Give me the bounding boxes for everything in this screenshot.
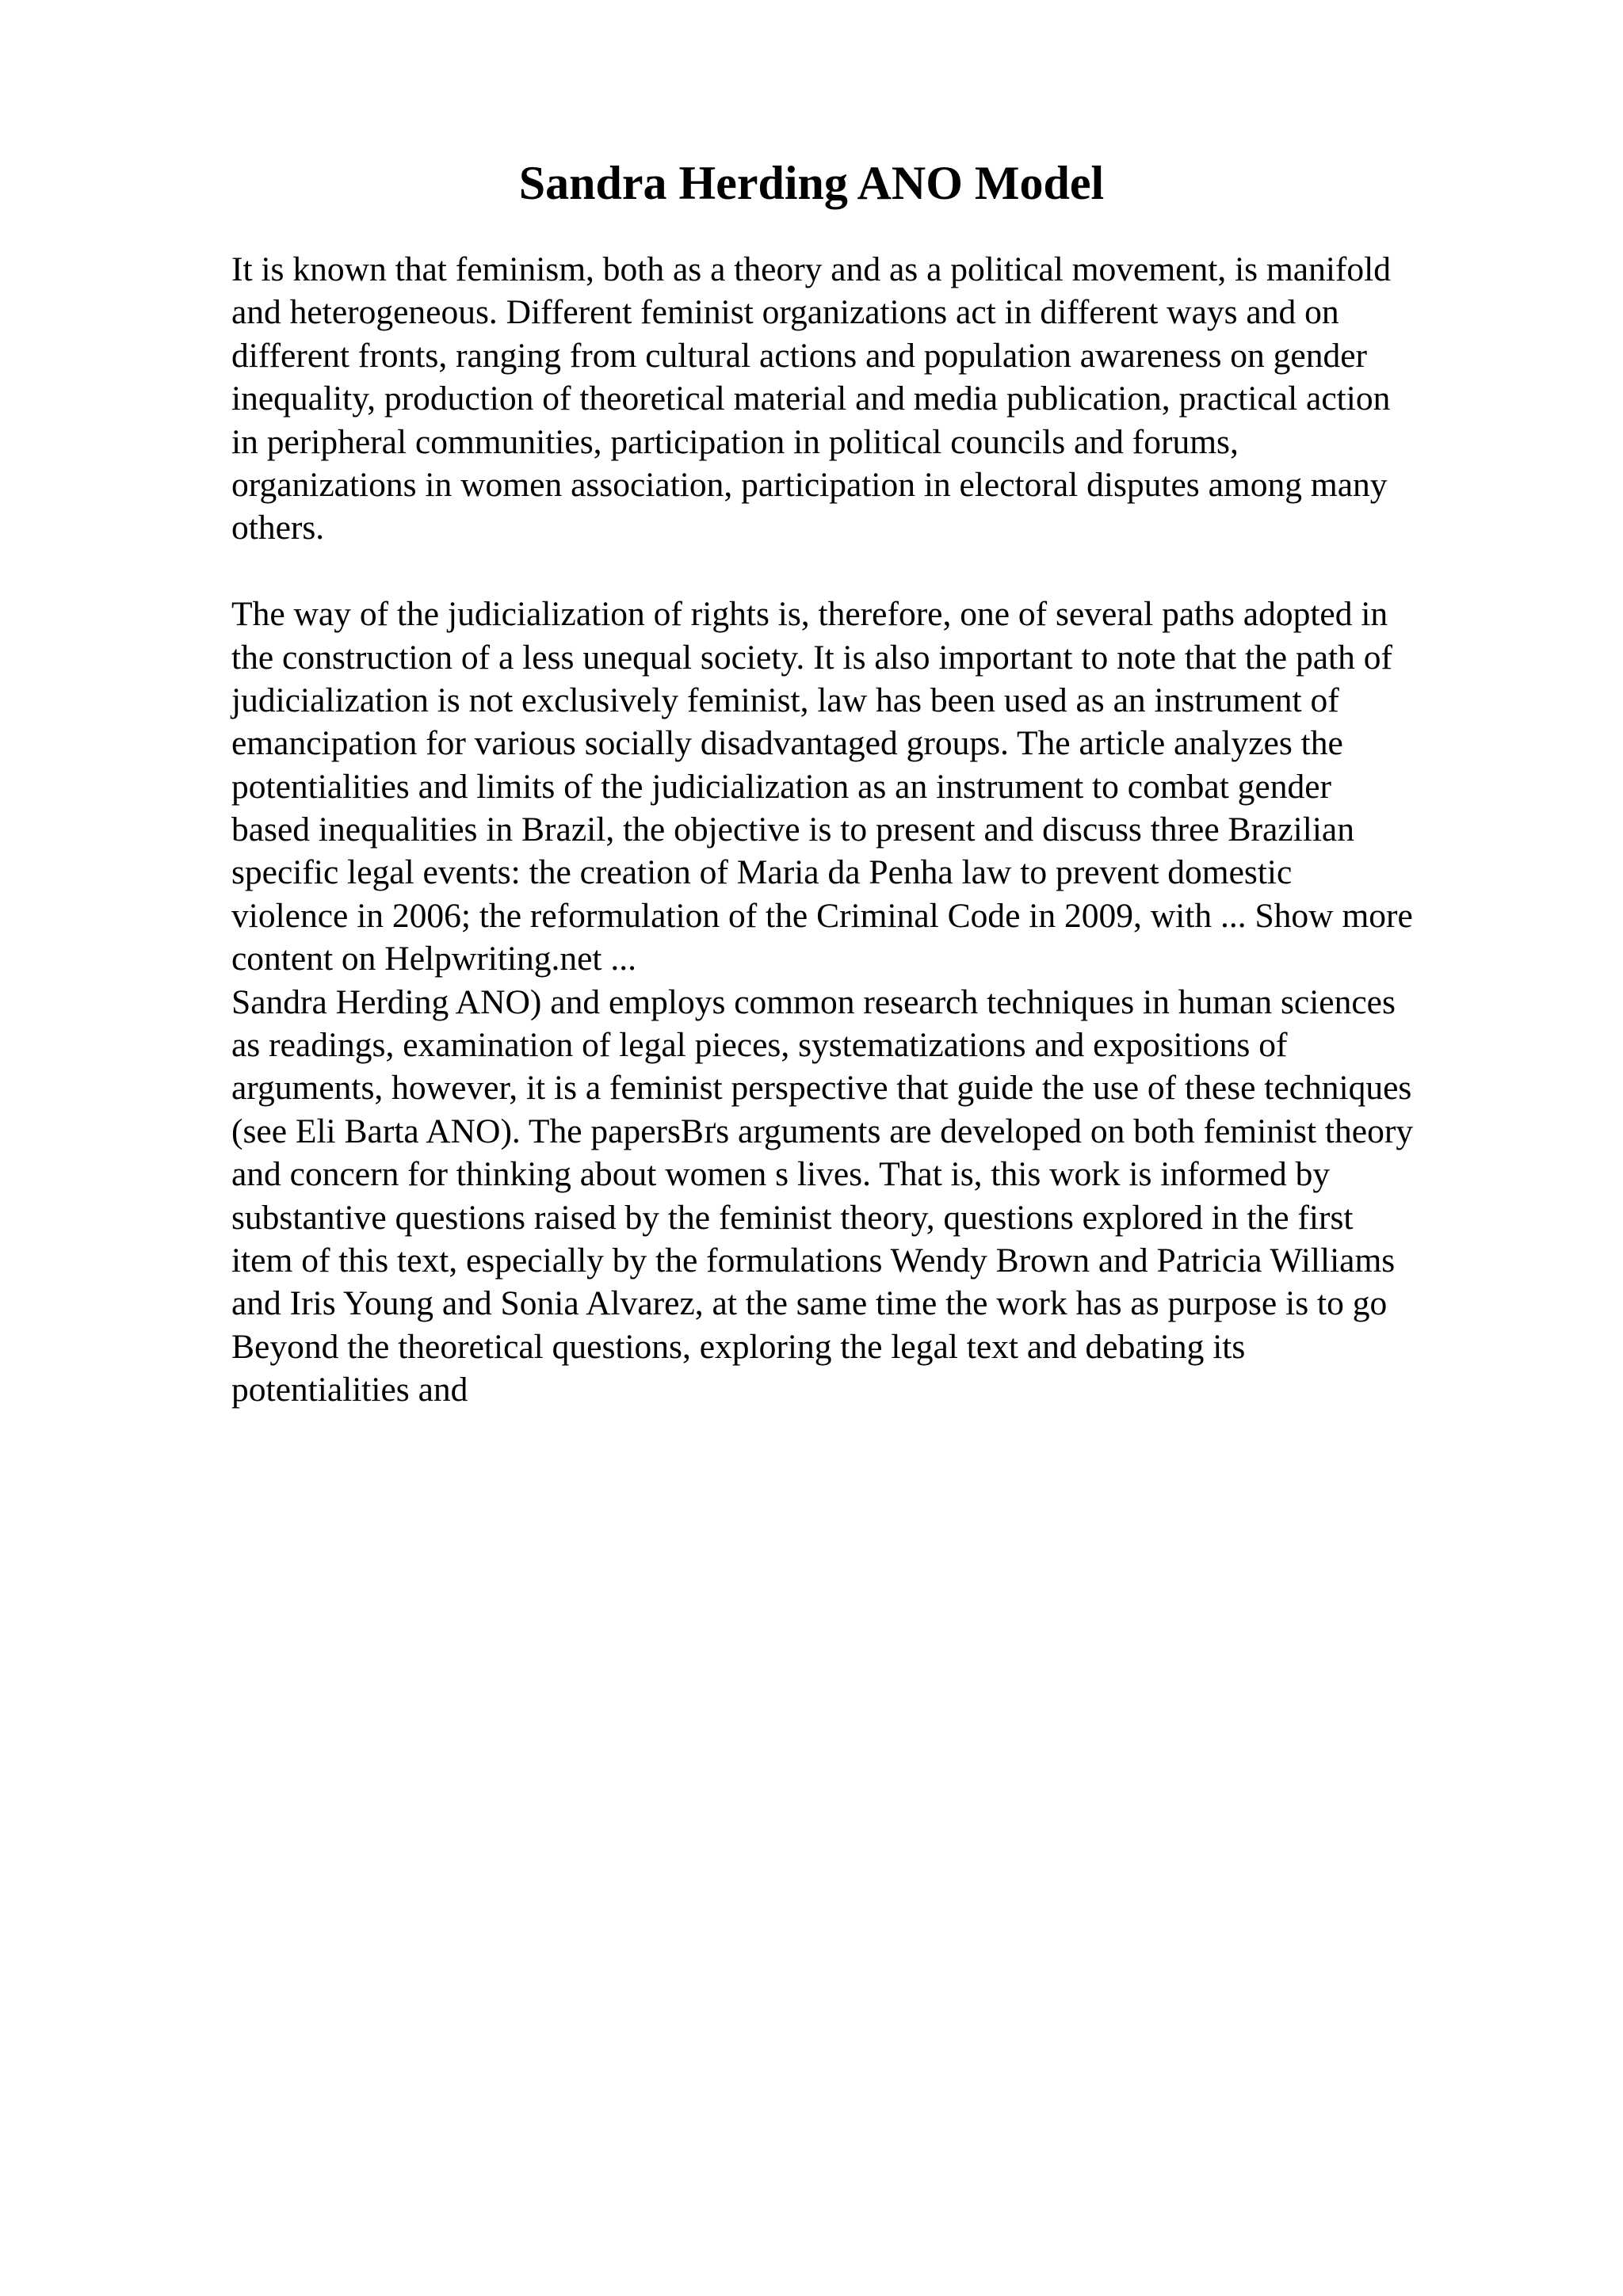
text-line: based inequalities in Brazil, the objective is to present and discuss three Brazilian <box>231 810 1354 849</box>
text-line: in peripheral communities, participation in political councils and forums, <box>231 422 1239 461</box>
paragraph-1 <box>231 248 1515 550</box>
text-line: Sandra Herding ANO) and employs common research techniques in human sciences <box>231 982 1396 1021</box>
text-line: potentialities and <box>231 1371 468 1409</box>
document-title: Sandra Herding ANO Model <box>518 157 1105 209</box>
paragraph-3 <box>231 981 1515 1412</box>
text-line: the construction of a less unequal society. It is also important to note that the path of <box>231 638 1392 677</box>
text-line: and concern for thinking about women s lives. That is, this work is informed by <box>231 1155 1331 1194</box>
text-line: inequality, production of theoretical material and media publication, practical action <box>231 379 1391 418</box>
text-line: substantive questions raised by the feminist theory, questions explored in the first <box>231 1198 1354 1237</box>
text-line: judicialization is not exclusively feminist, law has been used as an instrument of <box>231 681 1339 719</box>
text-line: content on Helpwriting.net ... <box>231 940 637 978</box>
text-line: It is known that feminism, both as a theory and as a political movement, is manifold <box>231 250 1392 288</box>
text-line: (see Eli Barta ANO). The papersBґs arguments are developed on both feminist theory <box>231 1112 1414 1150</box>
text-line: violence in 2006; the reformulation of the Criminal Code in 2009, with ... Show more <box>231 896 1413 935</box>
text-line: as readings, examination of legal pieces, systematizations and expositions of <box>231 1026 1288 1065</box>
text-line: Beyond the theoretical questions, exploring the legal text and debating its <box>231 1327 1246 1366</box>
text-line: others. <box>231 509 325 547</box>
text-line: specific legal events: the creation of Maria da Penha law to prevent domestic <box>231 853 1293 892</box>
paragraph-spacer <box>231 550 1515 593</box>
text-line: potentialities and limits of the judicialization as an instrument to combat gender <box>231 767 1332 806</box>
text-line: organizations in women association, participation in electoral disputes among many <box>231 465 1388 504</box>
text-line: arguments, however, it is a feminist perspective that guide the use of these techniques <box>231 1069 1412 1108</box>
text-line: The way of the judicialization of rights is, therefore, one of several paths adopted in <box>231 595 1388 634</box>
text-line: item of this text, especially by the formulations Wendy Brown and Patricia Williams <box>231 1241 1396 1280</box>
text-line: and Iris Young and Sonia Alvarez, at the same time the work has as purpose is to go <box>231 1284 1388 1323</box>
paragraph-2 <box>231 593 1515 981</box>
text-line: and heterogeneous. Different feminist organizations act in different ways and on <box>231 293 1339 332</box>
text-line: emancipation for various socially disadvantaged groups. The article analyzes the <box>231 724 1343 763</box>
text-line: different fronts, ranging from cultural actions and population awareness on gender <box>231 336 1368 375</box>
document-body <box>231 248 1515 1412</box>
